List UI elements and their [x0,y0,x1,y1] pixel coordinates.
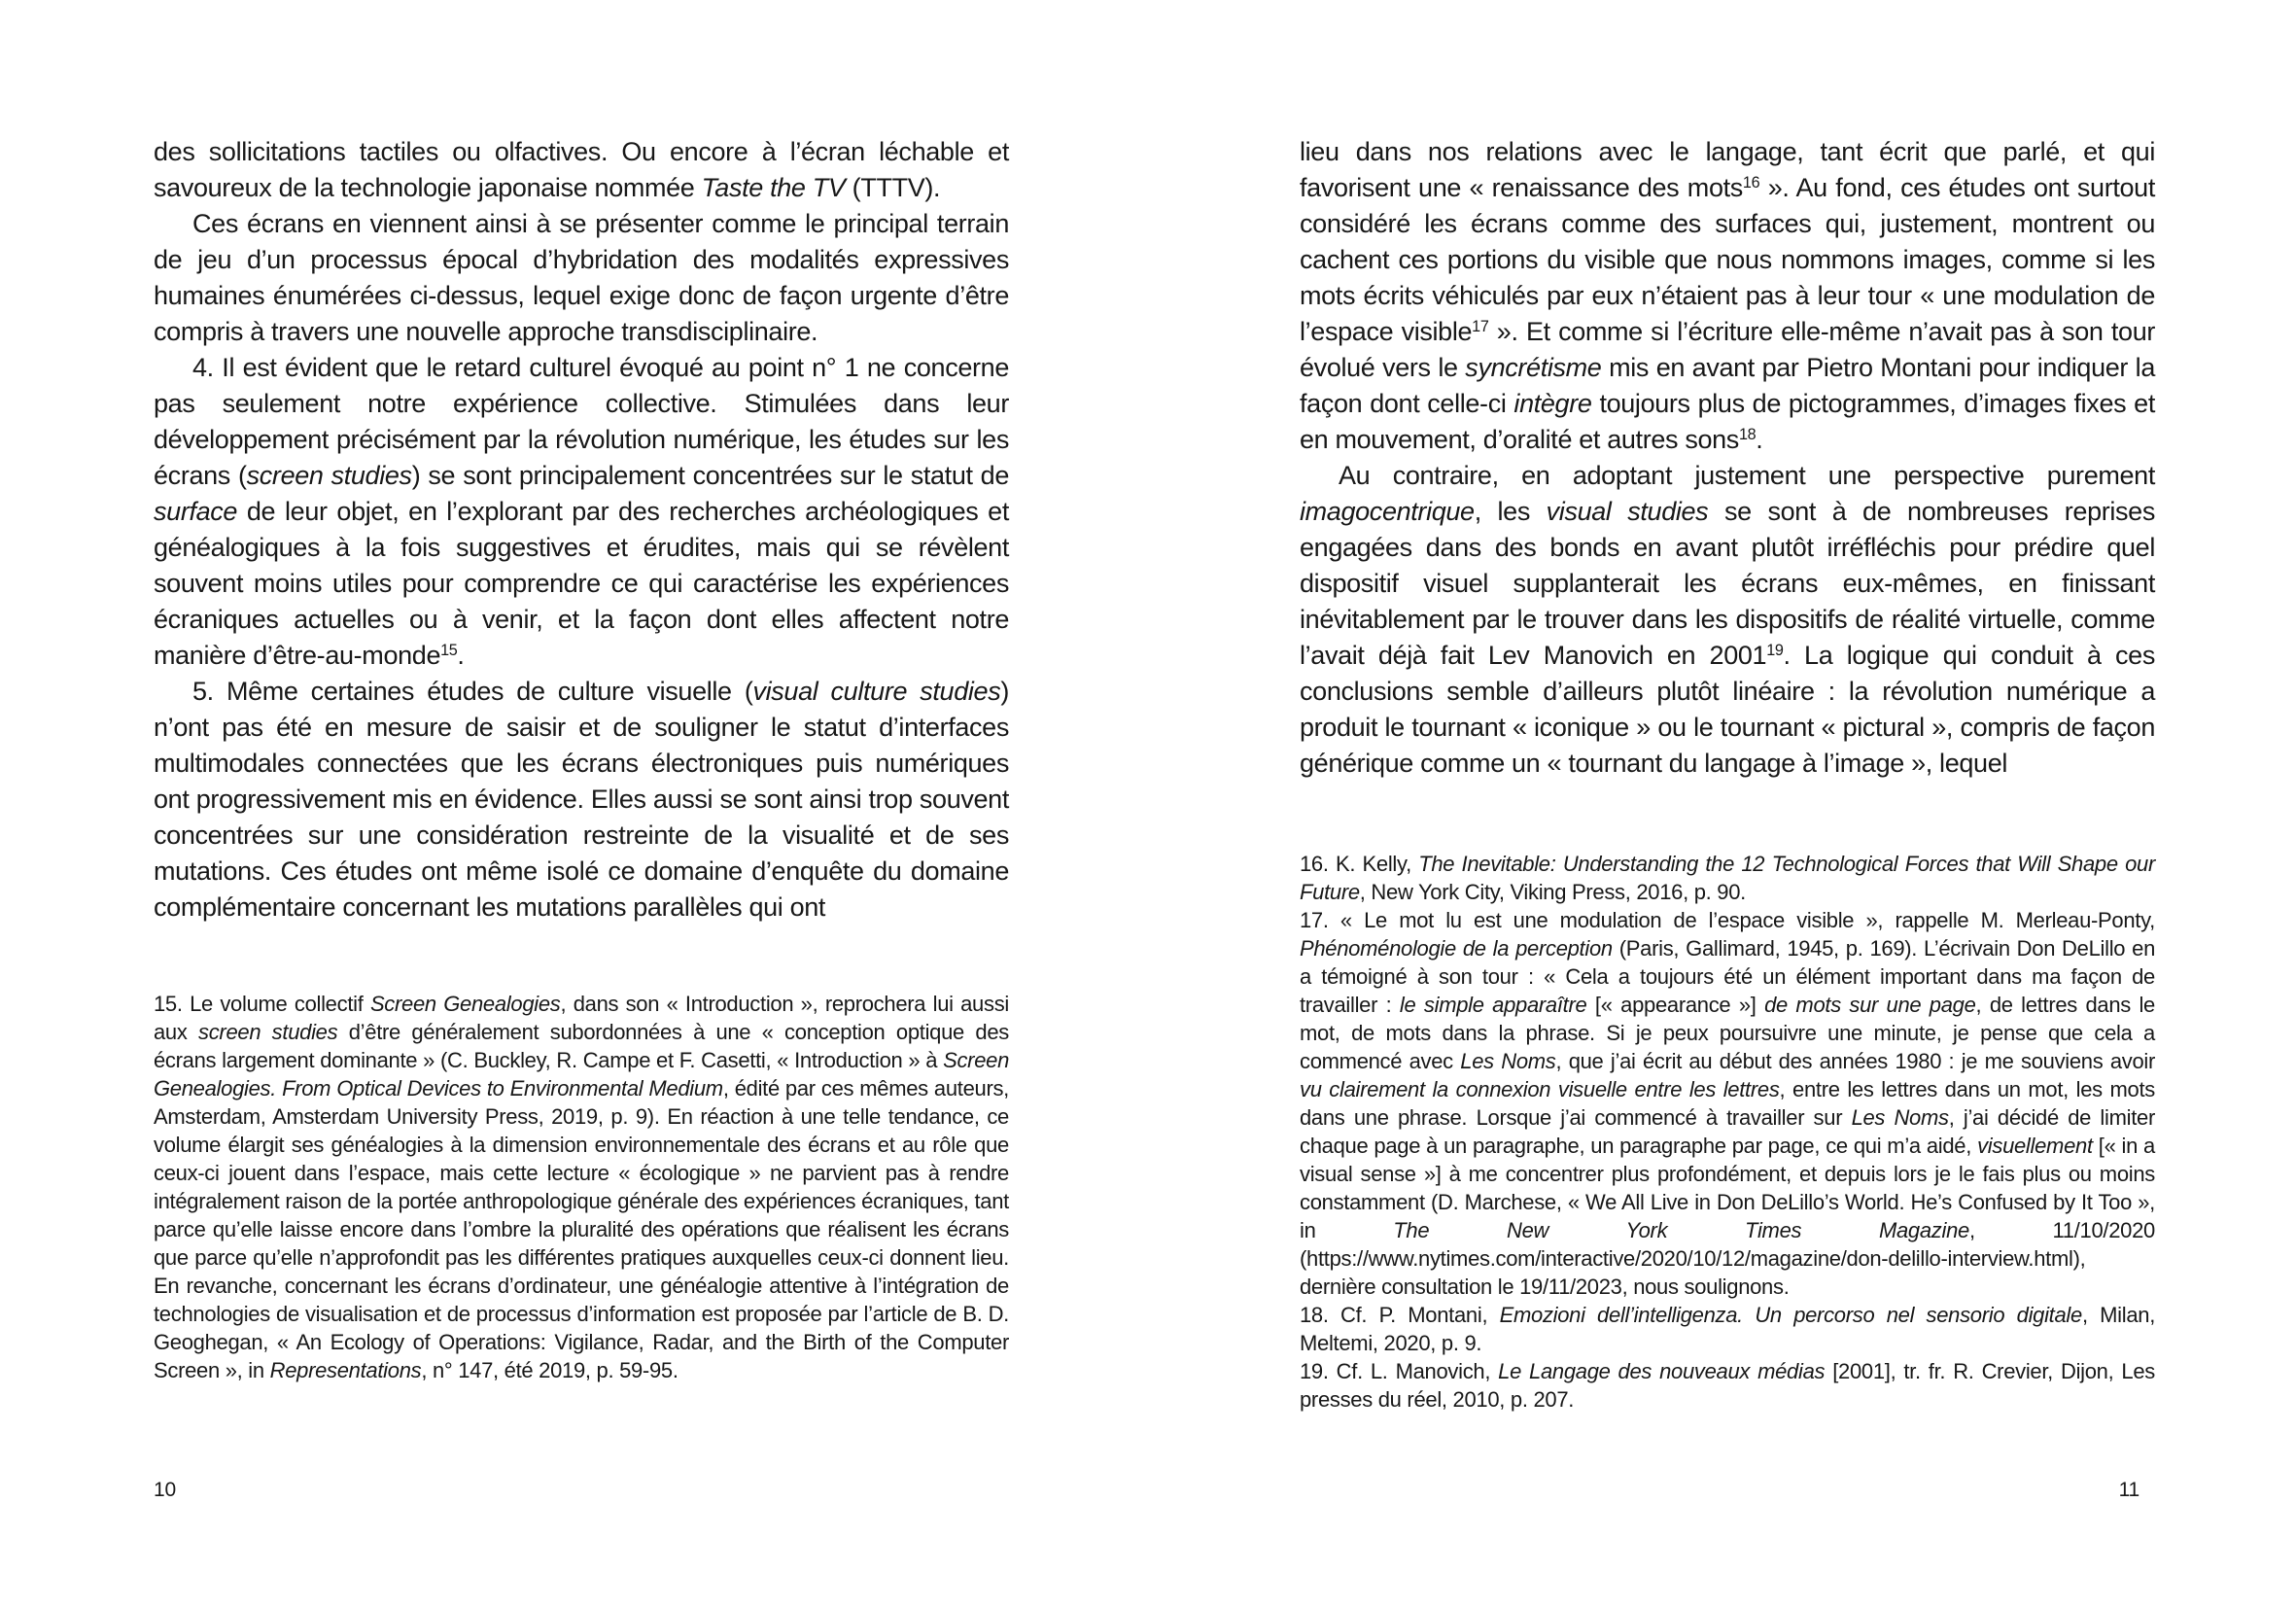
footnote-ref: 16 [1742,174,1760,192]
page-number: 11 [2118,1479,2139,1501]
italic-text: Emozioni dell’intelligenza. Un percorso nel sensorio digitale [1499,1303,2082,1327]
italic-text: surface [154,497,238,526]
italic-text: Representations [269,1358,422,1382]
italic-text: intègre [1513,389,1592,418]
footnotes [1300,850,2155,1414]
italic-text: Le Langage des nouveaux médias [1498,1359,1826,1383]
italic-text: visuellement [1977,1134,2093,1158]
page-right [1300,0,2155,1607]
footnote-ref: 18 [1738,426,1757,444]
footnote-16: 16. K. Kelly, The Inevitable: Understanding the 12 Technological Forces that Will Shape our Future, New York City, Viking Press, 2016, p. 90. [1300,852,2155,904]
paragraph: 5. Même certaines études de culture visuelle (visual culture studies) n’ont pas été en mesure de saisir et de souligner le statut d’interfaces multimodales connectées que les écrans électroniques puis numériques ont progressivement mis en évidence. Elles aussi se sont ainsi trop souvent concentrées sur une considération restreinte de la visualité et de ses mutations. Ces études ont même isolé ce domaine d’enquête du domaine complémentaire concernant les mutations parallèles qui ont [154,677,1010,922]
footnote-ref: 17 [1472,318,1489,336]
body-text [1300,134,2155,782]
italic-text: Taste the TV [701,173,846,202]
page-left [154,0,1009,1607]
paragraph: des sollicitations tactiles ou olfactives. Ou encore à l’écran léchable et savoureux de la technologie japonaise nommée Taste the TV (TTTV). [154,137,1009,202]
footnote-17: 17. « Le mot lu est une modulation de l’espace visible », rappelle M. Merleau-Ponty, Phénoménologie de la perception (Paris, Gallimard, 1945, p. 169). L’écrivain Don DeLillo en a témoigné à son tour : « Cela a toujours été un élément important dans ma façon de travailler : le simple apparaître [« appearance »] de mots sur une page, de lettres dans le mot, de mots dans la phrase. Si je peux poursuivre une minute, je pense que cela a commencé avec Les Noms, que j’ai écrit au début des années 1980 : je me souviens avoir vu clairement la connexion visuelle entre les lettres, entre les lettres dans un mot, les mots dans une phrase. Lorsque j’ai commencé à travailler sur Les Noms, j’ai décidé de limiter chaque page à un paragraphe, un paragraphe par page, ce qui m’a aidé, visuellement [« in a visual sense »] à me concentrer plus profondément, et depuis lors je le fais plus ou moins constamment (D. Marchese, « We All Live in Don DeLillo’s World. He’s Confused by It Too », in The New York Times Magazine, 11/10/2020 (https://www.nytimes.com/interactive/2020/10/12/magazine/don-delillo-interview.html), dernière consultation le 19/11/2023, nous soulignons. [1300,908,2156,1299]
italic-text: Les Noms [1851,1105,1949,1130]
footnote-18: 18. Cf. P. Montani, Emozioni dell’intelligenza. Un percorso nel sensorio digitale, Milan, Meltemi, 2020, p. 9. [1300,1303,2156,1355]
italic-text: visual studies [1546,497,1709,526]
italic-text: The Inevitable: Understanding the 12 Technological Forces that Will Shape our Future [1300,852,2155,904]
italic-text: The New York Times Magazine [1393,1218,1969,1242]
page-number: 10 [154,1479,176,1501]
italic-text: vu clairement la connexion visuelle entre les lettres [1300,1077,1780,1101]
footnote-19: 19. Cf. L. Manovich, Le Langage des nouveaux médias [2001], tr. fr. R. Crevier, Dijon, Les presses du réel, 2010, p. 207. [1300,1359,2155,1412]
italic-text: Phénoménologie de la perception [1300,936,1613,961]
italic-text: screen studies [198,1020,338,1044]
italic-text: imagocentrique [1300,497,1475,526]
italic-text: screen studies [246,461,412,490]
paragraph: Ces écrans en viennent ainsi à se présenter comme le principal terrain de jeu d’un processus épocal d’hybridation des modalités expressives humaines énumérées ci-dessus, lequel exige donc de façon urgente d’être compris à travers une nouvelle approche transdisciplinaire. [154,209,1009,346]
italic-text: Screen Genealogies [369,992,561,1016]
italic-text: de mots sur une page [1764,993,1976,1017]
footnote-ref: 19 [1766,642,1784,660]
italic-text: Screen Genealogies. From Optical Devices to Environmental Medium [154,1048,1009,1100]
paragraph: 4. Il est évident que le retard culturel évoqué au point n° 1 ne concerne pas seulement notre expérience collective. Stimulées dans leur développement précisément par la révolution numérique, les études sur les écrans (screen studies) se sont principalement concentrées sur le statut de surface de leur objet, en l’explorant par des recherches archéologiques et généalogiques à la fois suggestives et érudites, mais qui se révèlent souvent moins utiles pour comprendre ce qui caractérise les expériences écraniques actuelles ou à venir, et la façon dont elles affectent notre manière d’être-au-monde$^{15}$. [154,353,1010,670]
footnote-ref: 15 [440,642,458,660]
body-text [154,134,1009,926]
italic-text: visual culture studies [752,677,1001,706]
italic-text: Les Noms [1460,1049,1556,1073]
italic-text: syncrétisme [1465,353,1602,382]
footnote-15: 15. Le volume collectif Screen Genealogies, dans son « Introduction », reprochera lui aussi aux screen studies d’être généralement subordonnées à une « conception optique des écrans largement dominante » (C. Buckley, R. Campe et F. Casetti, « Introduction » à Screen Genealogies. From Optical Devices to Environmental Medium, édité par ces mêmes auteurs, Amsterdam, Amsterdam University Press, 2019, p. 9). En réaction à une telle tendance, ce volume élargit ses généalogies à la dimension environnementale des écrans et au rôle que ceux-ci jouent dans l’espace, mais cette lecture « écologique » ne parvient pas à rendre intégralement raison de la portée anthropologique générale des expériences écraniques, tant parce qu’elle laisse encore dans l’ombre la pluralité des opérations que réalisent les écrans que parce qu’elle n’approfondit pas les différentes pratiques auxquelles ceux-ci donnent lieu. En revanche, concernant les écrans d’ordinateur, une généalogie attentive à l’intégration de technologies de visualisation et de processus d’information est proposée par l’article de B. D. Geoghegan, « An Ecology of Operations: Vigilance, Radar, and the Birth of the Computer Screen », in Representations, n° 147, été 2019, p. 59-95. [154,992,1009,1382]
paragraph: lieu dans nos relations avec le langage, tant écrit que parlé, et qui favorisent une « renaissance des mots$^{16}$ ». Au fond, ces études ont surtout considéré les écrans comme des surfaces qui, justement, montrent ou cachent ces portions du visible que nous nommons images, comme si les mots écrits véhiculés par eux n’étaient pas à leur tour « une modulation de l’espace visible$^{17}$ ». Et comme si l’écriture elle-même n’avait pas à son tour évolué vers le syncrétisme mis en avant par Pietro Montani pour indiquer la façon dont celle-ci intègre toujours plus de pictogrammes, d’images fixes et en mouvement, d’oralité et autres sons$^{18}$. [1300,137,2156,454]
paragraph: Au contraire, en adoptant justement une perspective purement imagocentrique, les visual studies se sont à de nombreuses reprises engagées dans des bonds en avant plutôt irréfléchis pour prédire quel dispositif visuel supplanterait les écrans eux-mêmes, en finissant inévitablement par le trouver dans les dispositifs de réalité virtuelle, comme l’avait déjà fait Lev Manovich en 2001$^{19}$. La logique qui conduit à ces conclusions semble d’ailleurs plutôt linéaire : la révolution numérique a produit le tournant « iconique » ou le tournant « pictural », compris de façon générique comme un « tournant du langage à l’image », lequel [1300,461,2155,778]
italic-text: le simple apparaître [1399,993,1587,1017]
footnotes [154,990,1009,1384]
